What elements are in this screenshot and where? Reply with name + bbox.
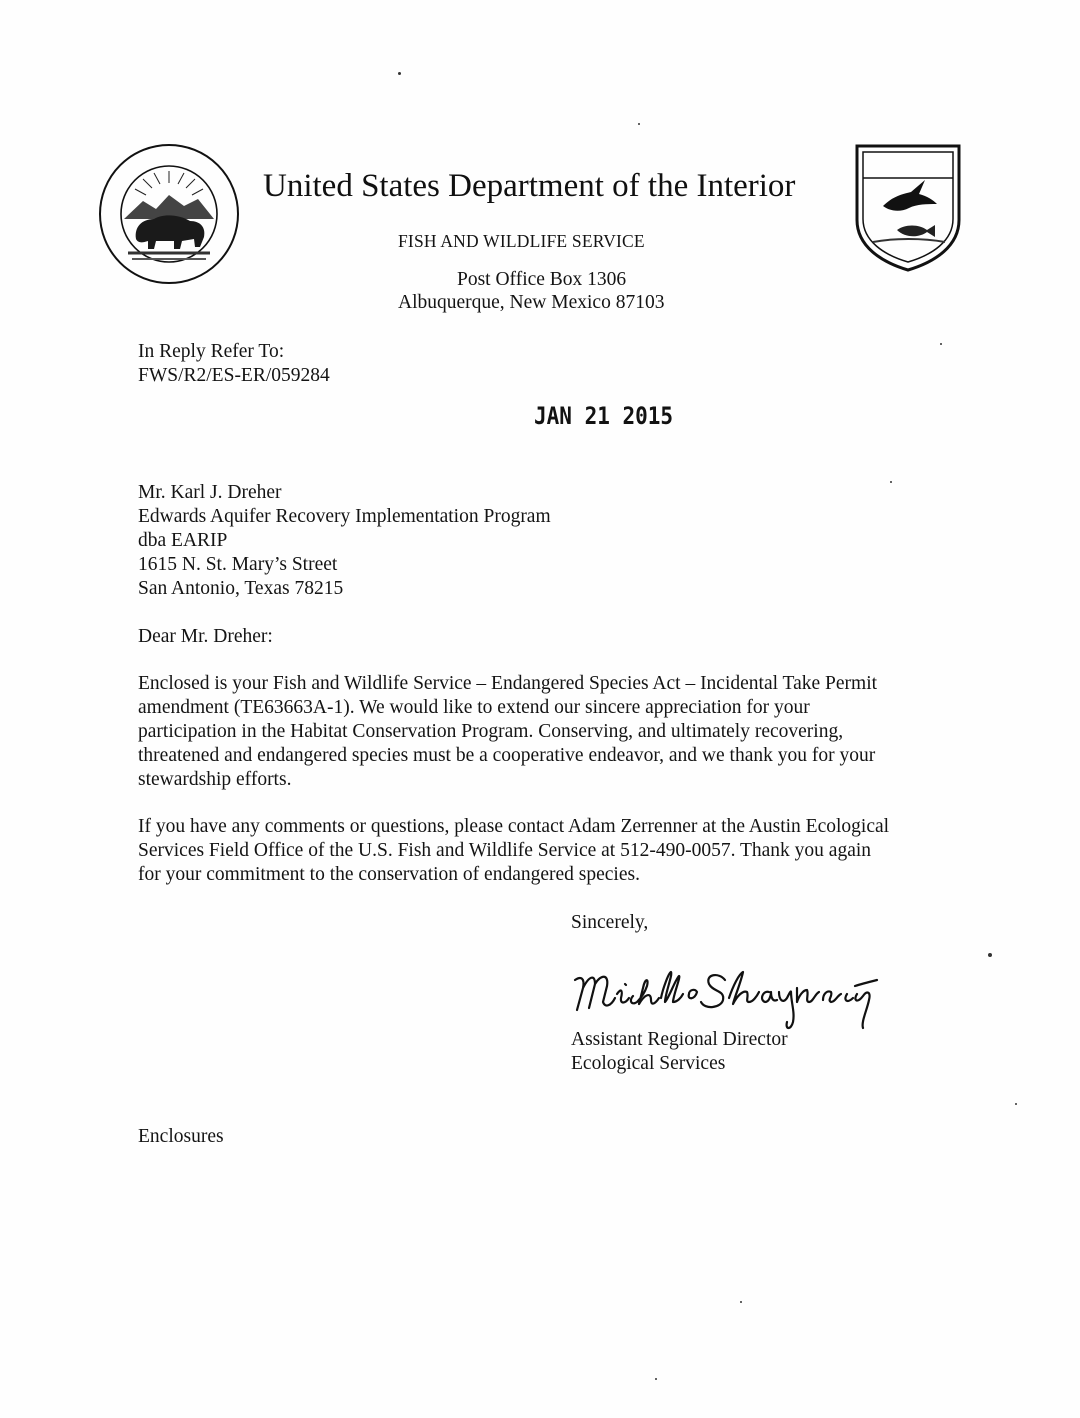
department-of-interior-seal-icon: [98, 143, 240, 285]
paragraph-line: participation in the Habitat Conservation Program. Conserving, and ultimately recovering,: [138, 721, 844, 742]
body-paragraph-1: [138, 672, 948, 792]
scan-speck: [740, 1301, 742, 1303]
reply-reference-label: In Reply Refer To:: [138, 341, 285, 362]
office-address-line-2: Albuquerque, New Mexico 87103: [398, 292, 665, 313]
paragraph-line: threatened and endangered species must be a cooperative endeavor, and we thank you for your: [138, 745, 876, 766]
department-title: United States Department of the Interior: [263, 168, 796, 204]
body-paragraph-2: [138, 815, 948, 887]
office-address-line-1: Post Office Box 1306: [457, 269, 627, 290]
recipient-street: 1615 N. St. Mary’s Street: [138, 554, 338, 575]
recipient-organization: Edwards Aquifer Recovery Implementation Program: [138, 506, 551, 527]
date-stamp: JAN 21 2015: [534, 402, 674, 430]
handwritten-signature-icon: [565, 958, 895, 1036]
scan-speck: [890, 481, 892, 483]
fish-and-wildlife-service-shield-icon: [853, 142, 963, 272]
paragraph-line: for your commitment to the conservation of endangered species.: [138, 864, 640, 885]
closing: Sincerely,: [571, 912, 649, 933]
scan-speck: [638, 123, 640, 125]
scan-speck: [655, 1378, 657, 1380]
scan-speck: [940, 343, 942, 345]
recipient-city-state-zip: San Antonio, Texas 78215: [138, 578, 344, 599]
paragraph-line: stewardship efforts.: [138, 769, 292, 790]
scan-speck: [398, 72, 401, 75]
reply-reference-code: FWS/R2/ES-ER/059284: [138, 365, 330, 386]
recipient-dba: dba EARIP: [138, 530, 228, 551]
paragraph-line: If you have any comments or questions, please contact Adam Zerrenner at the Austin Ecological: [138, 816, 890, 837]
enclosures-note: Enclosures: [138, 1126, 224, 1147]
service-name: FISH AND WILDLIFE SERVICE: [398, 231, 645, 251]
signer-title: Assistant Regional Director: [571, 1029, 788, 1050]
signer-office: Ecological Services: [571, 1053, 726, 1074]
paragraph-line: amendment (TE63663A-1). We would like to extend our sincere appreciation for your: [138, 697, 810, 718]
paragraph-line: Services Field Office of the U.S. Fish and Wildlife Service at 512-490-0057. Thank you again: [138, 840, 872, 861]
recipient-name: Mr. Karl J. Dreher: [138, 482, 282, 503]
scan-speck: [988, 953, 992, 957]
scan-speck: [1015, 1103, 1017, 1105]
salutation: Dear Mr. Dreher:: [138, 626, 273, 647]
paragraph-line: Enclosed is your Fish and Wildlife Service – Endangered Species Act – Incidental Take Permit: [138, 673, 878, 694]
